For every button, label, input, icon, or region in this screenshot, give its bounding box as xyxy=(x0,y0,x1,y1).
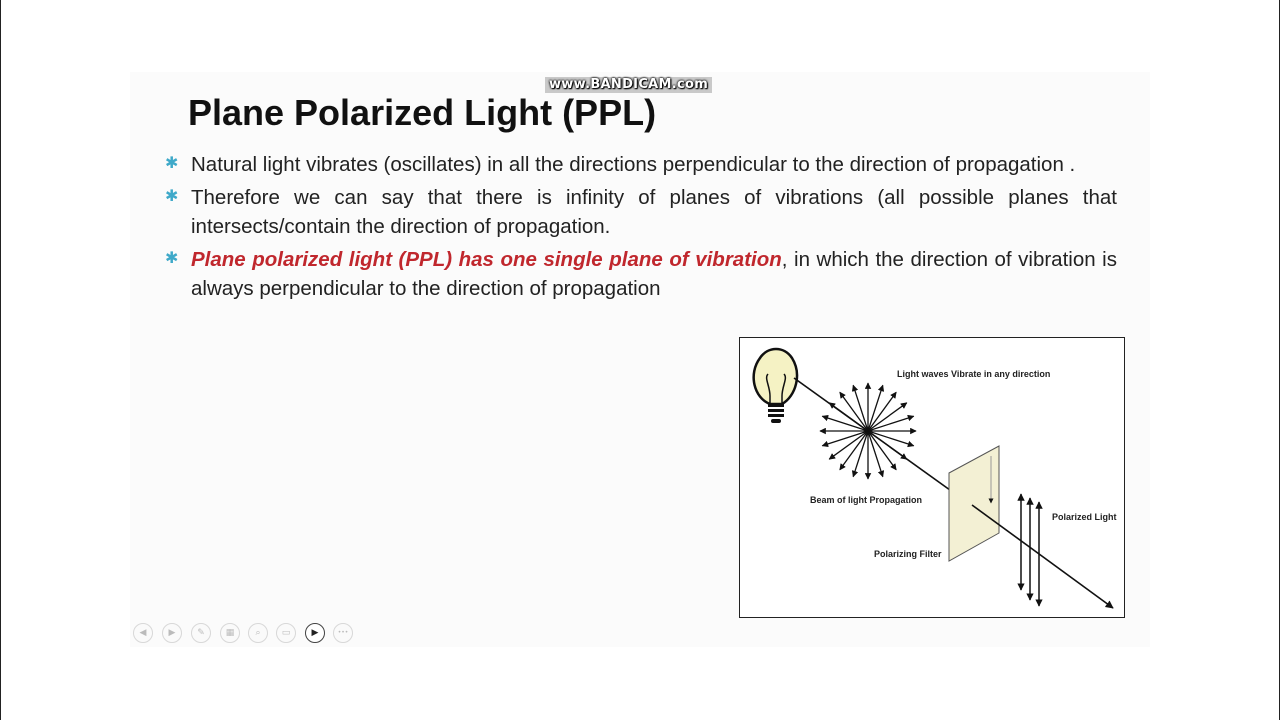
zoom-icon: ⌕ xyxy=(255,628,261,638)
vibration-arrow xyxy=(868,431,914,446)
vibration-arrow xyxy=(840,392,868,431)
label-polarized-light: Polarized Light xyxy=(1052,512,1117,522)
pen-icon: ✎ xyxy=(197,628,205,638)
label-beam: Beam of light Propagation xyxy=(810,495,923,505)
vibration-arrow xyxy=(868,431,907,459)
bullet-text: Natural light vibrates (oscillates) in all the directions perpendicular to the direction of propagation . xyxy=(191,153,1076,176)
zoom-button[interactable] xyxy=(248,623,268,643)
vibration-arrow xyxy=(840,431,868,470)
bullet-marker-icon: ✱ xyxy=(165,250,179,267)
bullet-marker-icon: ✱ xyxy=(165,188,179,205)
next-slide-button[interactable] xyxy=(162,623,182,643)
light-bulb-icon xyxy=(754,349,797,423)
screen-icon: ▭ xyxy=(281,628,291,638)
label-polarizing-filter: Polarizing Filter xyxy=(874,549,942,559)
vibration-arrow xyxy=(868,392,896,431)
previous-icon: ◀ xyxy=(139,628,147,638)
camera-button[interactable] xyxy=(305,623,325,643)
vibration-arrow xyxy=(829,403,868,431)
previous-slide-button[interactable] xyxy=(133,623,153,643)
vibration-arrow xyxy=(868,385,883,431)
bullet-item xyxy=(165,150,1117,179)
left-frame-edge xyxy=(0,0,1,720)
bullet-text xyxy=(191,245,1117,303)
bullet-marker-icon: ✱ xyxy=(165,155,179,172)
polarization-diagram xyxy=(739,337,1125,618)
bullet-text-rest: , in which the direction of vibration is always perpendicular to the direction of propagation xyxy=(191,248,1117,300)
vibration-arrow xyxy=(822,431,868,446)
next-icon: ▶ xyxy=(168,628,176,638)
video-icon: ▶ xyxy=(311,628,319,638)
vibration-arrow xyxy=(853,385,868,431)
pen-tool-button[interactable] xyxy=(191,623,211,643)
vibration-arrows xyxy=(820,383,916,479)
vibration-arrow xyxy=(868,431,883,477)
see-all-slides-button[interactable] xyxy=(220,623,240,643)
slides-icon: ▦ xyxy=(225,628,235,638)
polarized-arrows xyxy=(1021,494,1039,606)
bullet-item xyxy=(165,245,1117,303)
vibration-arrow xyxy=(853,431,868,477)
bullet-emphasis: Plane polarized light (PPL) has one single plane of vibration xyxy=(191,248,782,271)
more-icon: ••• xyxy=(337,629,349,636)
vibration-arrow xyxy=(868,431,896,470)
label-light-waves: Light waves Vibrate in any direction xyxy=(897,369,1051,379)
vibration-arrow xyxy=(829,431,868,459)
vibration-arrow xyxy=(868,403,907,431)
vibration-arrow xyxy=(868,416,914,431)
slide-title: Plane Polarized Light (PPL) xyxy=(188,92,657,133)
bullet-list xyxy=(165,150,1117,307)
black-screen-button[interactable] xyxy=(276,623,296,643)
more-options-button[interactable] xyxy=(333,623,353,643)
vibration-arrow xyxy=(822,416,868,431)
bullet-item xyxy=(165,183,1117,241)
recorder-watermark: www.BANDICAM.com xyxy=(545,77,712,93)
bullet-text: Therefore we can say that there is infinity of planes of vibrations (all possible planes that intersects/contain the direction of propagation. xyxy=(191,186,1117,238)
diagram-drawing xyxy=(740,338,1124,617)
